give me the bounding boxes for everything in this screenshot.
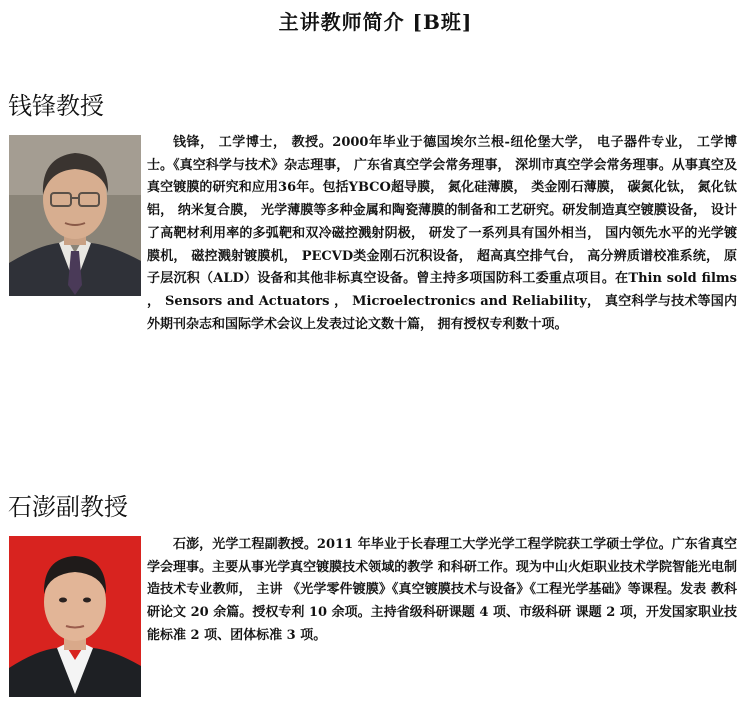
teacher-photo-qian-feng [9, 135, 141, 296]
teacher-bio-shi-peng: 石澎，光学工程副教授。2011 年毕业于长春理工大学光学工程学院获工学硕士学位。广东省真空学会理事。主要从事光学真空镀膜技术领域的教学 和科研工作。现为中山火炬职业技术学院智能光电制造技术专业教师， 主讲 《光学零件镀膜》《真空镀膜技术与设备》《工程光学基础》等课程。发表 教科研论文 20 余篇。授权专利 10 余项。主持省级科研课题 4 项、市级科研 课题 2 项，开发国家职业技能标准 2 项、团体标准 3 项。 [147, 537, 737, 643]
teacher-name-qian-feng: 钱锋教授 [8, 92, 104, 120]
page-title: 主讲教师简介 [B班] [278, 10, 473, 34]
teacher-bio-qian-feng: 钱锋， 工学博士， 教授。2000年毕业于德国埃尔兰根-纽伦堡大学， 电子器件专业， 工学博士。《真空科学与技术》杂志理事， 广东省真空学会常务理事， 深圳市真空学会常务理事。从事真空及真空镀膜的研究和应用36年。包括YBCO超导膜， 氮化硅薄膜， 类金刚石薄膜， 碳氮化钛， 氮化钛铝， 纳米复合膜， 光学薄膜等多种金属和陶瓷薄膜的制备和工艺研究。研发制造真空镀膜设备， 设计了高靶材利用率的多弧靶和双冷磁控溅射阴极， 研发了一系列具有国外相当， 国内领先水平的光学镀膜机， 磁控溅射镀膜机， PECVD类金刚石沉积设备， 超高真空排气台， 高分辨质谱校准系统， 原子层沉积（ALD）设备和其他非标真空设备。曾主持多项国防科工委重点项目。在Thin sold films ， Sensors and Actuators ， Microelectronics and Reliability， 真空科学与技术等国内外期刊杂志和国际学术会议上发表过论文数十篇， 拥有授权专利数十项。 [147, 135, 737, 332]
teacher-photo-shi-peng [9, 536, 141, 697]
teacher-name-shi-peng: 石澎副教授 [8, 493, 128, 521]
portrait-image [9, 135, 141, 296]
portrait-image [9, 536, 141, 697]
